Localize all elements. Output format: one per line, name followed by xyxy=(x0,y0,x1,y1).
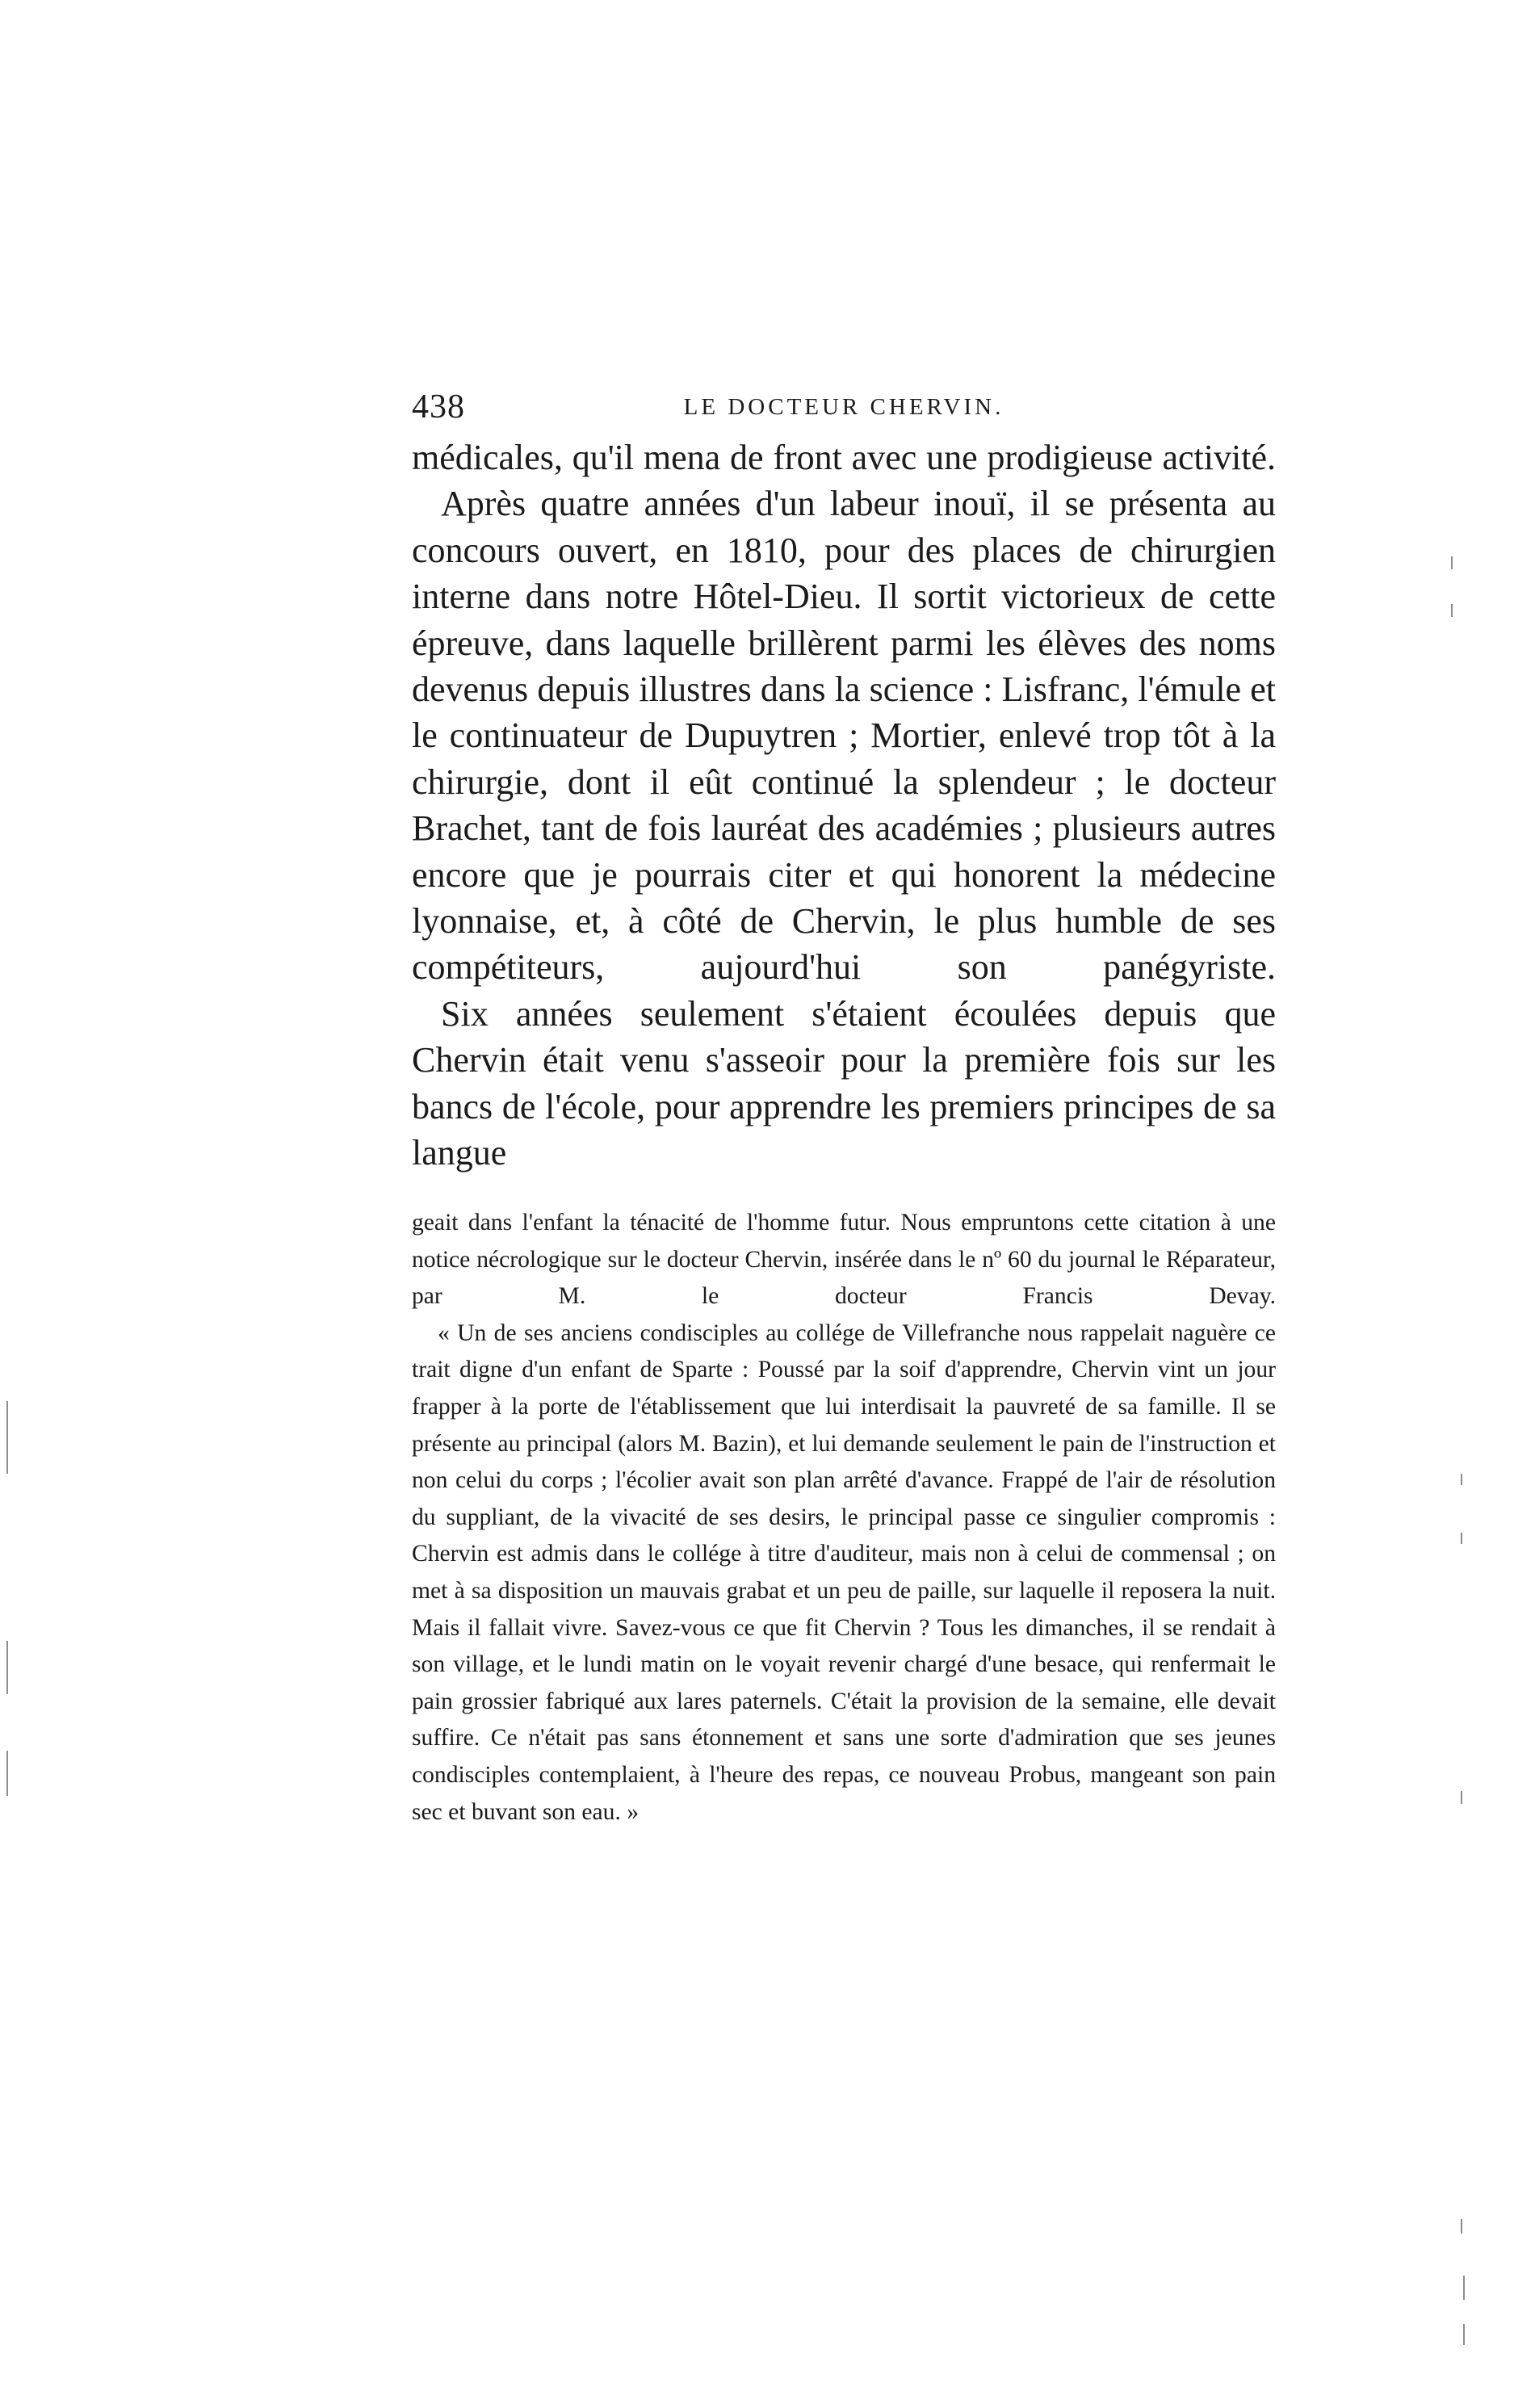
main-paragraph-3: Six années seulement s'étaient écoulées depuis que Chervin était venu s'asseoir pour la première fois sur les bancs de l'école, pour apprendre les premiers principes de sa langue xyxy=(412,993,1276,1173)
scan-mark xyxy=(1461,2219,1462,2234)
main-paragraph-2: Après quatre années d'un labeur inouï, il se présenta au concours ouvert, en 1810, pour des places de chirurgien interne dans notre Hôtel-Dieu. Il sortit victorieux de cette épreuve, dans laquelle brillèrent parmi les élèves des noms devenus depuis illustres dans la science : Lisfranc, l'émule et le continuateur de Dupuytren ; Mortier, enlevé trop tôt à la chirurgie, dont il eût continué la splendeur ; le docteur Brachet, tant de fois lauréat des académies ; plusieurs autres encore que je pourrais citer et qui honorent la médecine lyonnaise, et, à côté de Chervin, le plus humble de ses compétiteurs, aujourd'hui son panégyriste. xyxy=(412,484,1276,988)
main-text xyxy=(412,434,1276,1177)
scan-mark xyxy=(6,1751,8,1796)
scan-mark xyxy=(1461,1474,1462,1485)
footnotes xyxy=(412,1205,1276,1831)
page-header xyxy=(412,386,1276,434)
scan-mark xyxy=(1461,1533,1462,1544)
footnote-paragraph-1: geait dans l'enfant la ténacité de l'homme futur. Nous empruntons cette citation à une notice nécrologique sur le docteur Chervin, insérée dans le nº 60 du journal le Réparateur, par M. le docteur Francis Devay. xyxy=(412,1210,1276,1310)
footnote-paragraph-2: « Un de ses anciens condisciples au collége de Villefranche nous rappelait naguère ce trait digne d'un enfant de Sparte : Poussé par la soif d'apprendre, Chervin vint un jour frapper à la porte de l'établissement que lui interdisait la pauvreté de sa famille. Il se présente au principal (alors M. Bazin), et lui demande seulement le pain de l'instruction et non celui du corps ; l'écolier avait son plan arrêté d'avance. Frappé de l'air de résolution du suppliant, de la vivacité de ses desirs, le principal passe ce singulier compromis : Chervin est admis dans le collége à titre d'auditeur, mais non à celui de commensal ; on met à sa disposition un mauvais grabat et un peu de paille, sur laquelle il reposera la nuit. Mais il fallait vivre. Savez-vous ce que fit Chervin ? Tous les dimanches, il se rendait à son village, et le lundi matin on le voyait revenir chargé d'une besace, qui renfermait le pain grossier fabriqué aux lares paternels. C'était la provision de la semaine, elle devait suffire. Ce n'était pas sans étonnement et sans une sorte d'admiration que ses jeunes condisciples contemplaient, à l'heure des repas, ce nouveau Probus, mangeant son pain sec et buvant son eau. » xyxy=(412,1319,1276,1825)
scan-mark xyxy=(6,1401,8,1474)
main-paragraph-1: médicales, qu'il mena de front avec une prodigieuse activité. xyxy=(412,438,1276,477)
scan-mark xyxy=(1463,2324,1465,2345)
scan-mark xyxy=(6,1641,8,1694)
scan-mark xyxy=(1461,1791,1462,1804)
scan-mark xyxy=(1451,604,1453,617)
running-head: LE DOCTEUR CHERVIN. xyxy=(683,394,1004,420)
page-number: 438 xyxy=(412,388,465,426)
scan-mark xyxy=(1451,556,1453,569)
scan-mark xyxy=(1463,2276,1465,2300)
